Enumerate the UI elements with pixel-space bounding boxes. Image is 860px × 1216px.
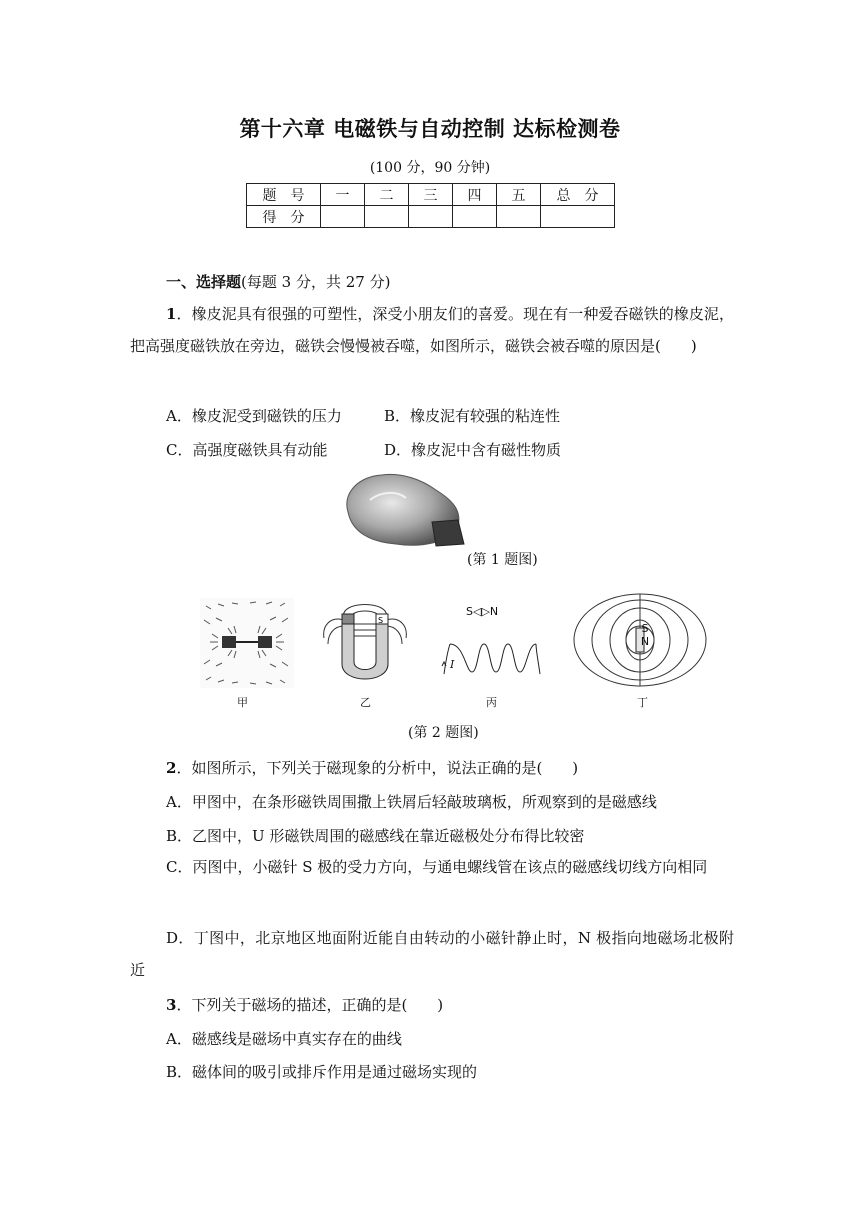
q2-option-c: C．丙图中，小磁针 S 极的受力方向，与通电螺线管在该点的磁感线切线方向相同 <box>166 858 708 876</box>
question-number: 2 <box>166 759 177 777</box>
score-cell <box>321 206 365 228</box>
section-heading <box>166 271 390 292</box>
score-table-header-row <box>247 184 615 206</box>
question-1-stem <box>130 298 734 362</box>
q3-option-b: B．磁体间的吸引或排斥作用是通过磁场实现的 <box>166 1063 478 1081</box>
figure-2-label-yi: 乙 <box>360 696 371 709</box>
header-cell: 题 号 <box>247 184 321 206</box>
figure-2-jia-iron-filings <box>200 598 294 688</box>
q1-option-c: C．高强度磁铁具有动能 <box>166 441 328 459</box>
q1-option-d: D．橡皮泥中含有磁性物质 <box>384 441 562 459</box>
header-cell: 二 <box>365 184 409 206</box>
page-title: 第十六章 电磁铁与自动控制 达标检测卷 <box>239 117 621 141</box>
question-2-stem <box>166 757 578 778</box>
score-cell <box>453 206 497 228</box>
q3-option-a: A．磁感线是磁场中真实存在的曲线 <box>166 1030 402 1048</box>
question-text: ．橡皮泥具有很强的可塑性，深受小朋友们的喜爱。现在有一种爱吞磁铁的橡皮泥，把高强度磁铁放在旁边，磁铁会慢慢被吞噬，如图所示，磁铁会被吞噬的原因是( ) <box>130 305 734 355</box>
q1-option-b: B．橡皮泥有较强的粘连性 <box>384 407 561 425</box>
question-text: ．下列关于磁场的描述，正确的是( ) <box>176 996 444 1014</box>
score-cell <box>409 206 453 228</box>
q2-option-a: A．甲图中，在条形磁铁周围撒上铁屑后轻敲玻璃板，所观察到的是磁感线 <box>166 793 657 811</box>
question-number: 1 <box>166 305 177 323</box>
figure-2-label-bing: 丙 <box>486 696 497 709</box>
figure-1-putty-magnet <box>340 470 470 550</box>
header-cell: 一 <box>321 184 365 206</box>
question-number: 3 <box>166 996 177 1014</box>
question-3-stem <box>166 994 443 1015</box>
figure-2-label-ding: 丁 <box>637 696 648 709</box>
score-table <box>246 183 615 228</box>
q2-option-b: B．乙图中，U 形磁铁周围的磁感线在靠近磁极处分布得比较密 <box>166 827 585 845</box>
header-cell: 三 <box>409 184 453 206</box>
score-cell <box>497 206 541 228</box>
score-cell <box>365 206 409 228</box>
header-cell: 五 <box>497 184 541 206</box>
figure-2-yi-u-magnet <box>320 598 410 688</box>
header-cell: 总 分 <box>541 184 615 206</box>
score-cell <box>541 206 615 228</box>
header-cell: 四 <box>453 184 497 206</box>
figure-2-label-jia: 甲 <box>237 696 248 709</box>
exam-info: (100 分，90 分钟) <box>369 160 491 176</box>
q1-option-a: A．橡皮泥受到磁铁的压力 <box>166 407 342 425</box>
section-note: (每题 3 分，共 27 分) <box>241 273 391 291</box>
figure-1-caption: (第 1 题图) <box>467 552 538 568</box>
ding-magnet-poles: S N <box>640 622 650 648</box>
bing-current-label: I <box>450 658 455 671</box>
yi-s-pole-letter: S <box>378 616 384 625</box>
q2-option-d: D．丁图中，北京地区地面附近能自由转动的小磁针静止时，N 极指向地磁场北极附近 <box>130 929 734 979</box>
bing-compass-poles: S◁▷N <box>466 605 499 618</box>
figure-2-caption: (第 2 题图) <box>408 725 479 741</box>
question-text: ．如图所示，下列关于磁现象的分析中，说法正确的是( ) <box>176 759 579 777</box>
section-title: 一、选择题 <box>166 273 242 291</box>
score-table-score-row <box>247 206 615 228</box>
row-label-cell: 得 分 <box>247 206 321 228</box>
